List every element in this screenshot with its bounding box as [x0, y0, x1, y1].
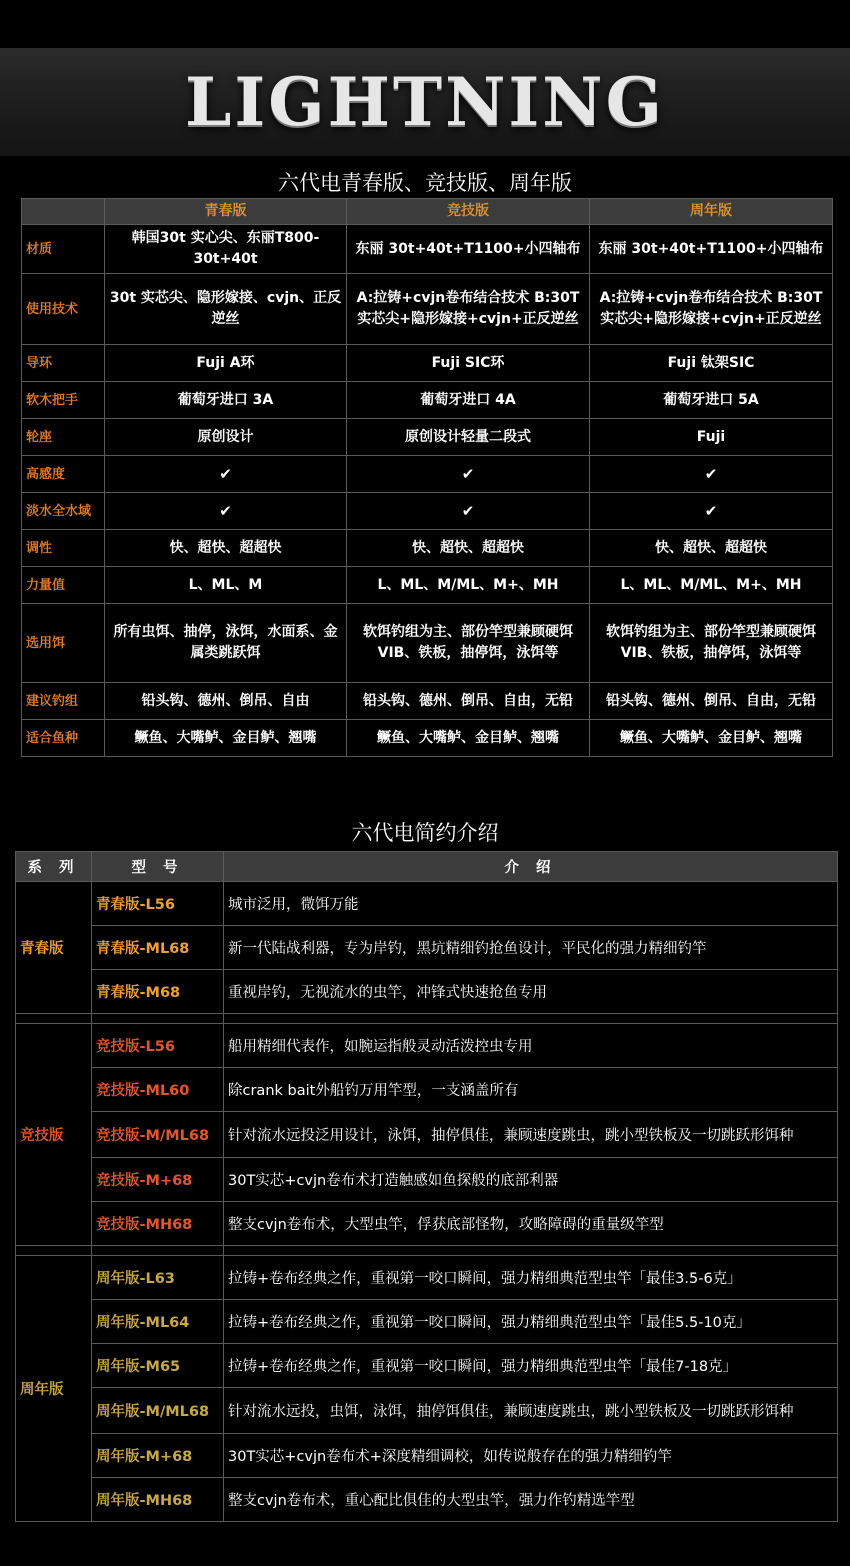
comparison-row [22, 683, 833, 720]
header-series: 系 列 [16, 852, 92, 882]
feature-label: 建议钓组 [22, 683, 105, 720]
model-name: 周年版-M/ML68 [92, 1388, 224, 1434]
intro-row [16, 1158, 838, 1202]
header-competition: 竞技版 [347, 199, 590, 225]
feature-label: 力量值 [22, 567, 105, 604]
feature-value: 软饵钓组为主、部份竿型兼顾硬饵VIB、铁板，抽停饵，泳饵等 [590, 604, 833, 683]
model-description: 30T实芯+cvjn卷布术打造触感如鱼探般的底部利器 [224, 1158, 838, 1202]
model-description: 针对流水远投，虫饵，泳饵，抽停饵俱佳，兼顾速度跳虫，跳小型铁板及一切跳跃形饵种 [224, 1388, 838, 1434]
comparison-row [22, 567, 833, 604]
check-icon: ✔ [590, 456, 833, 493]
feature-label: 淡水全水域 [22, 493, 105, 530]
check-icon: ✔ [590, 493, 833, 530]
comparison-title: 六代电青春版、竞技版、周年版 [278, 171, 572, 195]
intro-header-row [16, 852, 838, 882]
intro-row [16, 1202, 838, 1246]
check-icon: ✔ [105, 456, 347, 493]
model-description: 新一代陆战利器，专为岸钓，黑坑精细钓抢鱼设计，平民化的强力精细钓竿 [224, 926, 838, 970]
comparison-row [22, 345, 833, 382]
intro-row [16, 1478, 838, 1522]
intro-title: 六代电简约介绍 [351, 821, 499, 845]
model-name: 周年版-M+68 [92, 1434, 224, 1478]
feature-value: Fuji SIC环 [347, 345, 590, 382]
header-desc: 介 绍 [224, 852, 838, 882]
comparison-row [22, 493, 833, 530]
check-icon: ✔ [105, 493, 347, 530]
spacer-cell [224, 1014, 838, 1024]
comparison-table [21, 198, 833, 757]
feature-value: 铅头钩、德州、倒吊、自由 [105, 683, 347, 720]
feature-label: 调性 [22, 530, 105, 567]
feature-value: 所有虫饵、抽停，泳饵，水面系、金属类跳跃饵 [105, 604, 347, 683]
intro-row [16, 1024, 838, 1068]
series-label: 青春版 [16, 882, 92, 1014]
model-name: 周年版-L63 [92, 1256, 224, 1300]
feature-value: Fuji A环 [105, 345, 347, 382]
brand-logo-title: LIGHTNING [184, 63, 665, 141]
check-icon: ✔ [347, 493, 590, 530]
feature-value: 软饵钓组为主、部份竿型兼顾硬饵VIB、铁板，抽停饵，泳饵等 [347, 604, 590, 683]
model-name: 竞技版-M/ML68 [92, 1112, 224, 1158]
feature-value: 鳜鱼、大嘴鲈、金目鲈、翘嘴 [347, 720, 590, 757]
model-description: 30T实芯+cvjn卷布术+深度精细调校，如传说般存在的强力精细钓竿 [224, 1434, 838, 1478]
comparison-row [22, 225, 833, 274]
feature-label: 导环 [22, 345, 105, 382]
model-name: 竞技版-ML60 [92, 1068, 224, 1112]
intro-row [16, 1344, 838, 1388]
feature-value: Fuji 钛架SIC [590, 345, 833, 382]
feature-label: 选用饵 [22, 604, 105, 683]
intro-row [16, 970, 838, 1014]
feature-label: 轮座 [22, 419, 105, 456]
feature-value: 葡萄牙进口 4A [347, 382, 590, 419]
feature-value: 东丽 30t+40t+T1100+小四轴布 [347, 225, 590, 274]
header-anniversary: 周年版 [590, 199, 833, 225]
spacer-cell [92, 1246, 224, 1256]
feature-value: 鳜鱼、大嘴鲈、金目鲈、翘嘴 [590, 720, 833, 757]
feature-value: L、ML、M/ML、M+、MH [347, 567, 590, 604]
model-description: 拉铸+卷布经典之作，重视第一咬口瞬间，强力精细典范型虫竿「最佳7-18克」 [224, 1344, 838, 1388]
comparison-row [22, 530, 833, 567]
intro-row [16, 1434, 838, 1478]
group-spacer [16, 1014, 838, 1024]
feature-label: 高感度 [22, 456, 105, 493]
model-description: 重视岸钓，无视流水的虫竿，冲锋式快速抢鱼专用 [224, 970, 838, 1014]
intro-row [16, 926, 838, 970]
model-name: 周年版-M65 [92, 1344, 224, 1388]
spacer-cell [16, 1014, 92, 1024]
comparison-row [22, 604, 833, 683]
comparison-header-row [22, 199, 833, 225]
model-name: 青春版-ML68 [92, 926, 224, 970]
feature-label: 材质 [22, 225, 105, 274]
spacer-cell [16, 1246, 92, 1256]
model-name: 青春版-L56 [92, 882, 224, 926]
spacer-cell [92, 1014, 224, 1024]
group-spacer [16, 1246, 838, 1256]
header-feature [22, 199, 105, 225]
model-description: 城市泛用，微饵万能 [224, 882, 838, 926]
feature-value: 葡萄牙进口 3A [105, 382, 347, 419]
model-description: 拉铸+卷布经典之作，重视第一咬口瞬间，强力精细典范型虫竿「最佳5.5-10克」 [224, 1300, 838, 1344]
feature-value: 原创设计 [105, 419, 347, 456]
model-name: 竞技版-M+68 [92, 1158, 224, 1202]
intro-row [16, 1256, 838, 1300]
feature-value: 原创设计轻量二段式 [347, 419, 590, 456]
feature-value: 鳜鱼、大嘴鲈、金目鲈、翘嘴 [105, 720, 347, 757]
feature-value: L、ML、M [105, 567, 347, 604]
intro-row [16, 882, 838, 926]
feature-value: 快、超快、超超快 [590, 530, 833, 567]
check-icon: ✔ [347, 456, 590, 493]
series-label: 周年版 [16, 1256, 92, 1522]
model-name: 青春版-M68 [92, 970, 224, 1014]
model-name: 竞技版-MH68 [92, 1202, 224, 1246]
model-description: 除crank bait外船钓万用竿型，一支涵盖所有 [224, 1068, 838, 1112]
feature-value: L、ML、M/ML、M+、MH [590, 567, 833, 604]
feature-value: 东丽 30t+40t+T1100+小四轴布 [590, 225, 833, 274]
model-name: 周年版-ML64 [92, 1300, 224, 1344]
feature-value: 铅头钩、德州、倒吊、自由，无铅 [590, 683, 833, 720]
intro-table [15, 851, 838, 1522]
spacer-cell [224, 1246, 838, 1256]
comparison-row [22, 720, 833, 757]
feature-value: 葡萄牙进口 5A [590, 382, 833, 419]
model-name: 周年版-MH68 [92, 1478, 224, 1522]
header-model: 型 号 [92, 852, 224, 882]
model-name: 竞技版-L56 [92, 1024, 224, 1068]
feature-value: 30t 实芯尖、隐形嫁接、cvjn、正反逆丝 [105, 274, 347, 345]
feature-value: 快、超快、超超快 [105, 530, 347, 567]
feature-label: 软木把手 [22, 382, 105, 419]
intro-row [16, 1388, 838, 1434]
feature-label: 适合鱼种 [22, 720, 105, 757]
comparison-row [22, 456, 833, 493]
comparison-row [22, 274, 833, 345]
feature-value: 韩国30t 实心尖、东丽T800-30t+40t [105, 225, 347, 274]
model-description: 船用精细代表作，如腕运指般灵动活泼控虫专用 [224, 1024, 838, 1068]
intro-row [16, 1300, 838, 1344]
feature-value: A:拉铸+cvjn卷布结合技术 B:30T实芯尖+隐形嫁接+cvjn+正反逆丝 [347, 274, 590, 345]
feature-value: 铅头钩、德州、倒吊、自由，无铅 [347, 683, 590, 720]
intro-row [16, 1068, 838, 1112]
header-youth: 青春版 [105, 199, 347, 225]
model-description: 整支cvjn卷布术，重心配比俱佳的大型虫竿，强力作钓精选竿型 [224, 1478, 838, 1522]
feature-label: 使用技术 [22, 274, 105, 345]
intro-row [16, 1112, 838, 1158]
comparison-row [22, 419, 833, 456]
feature-value: 快、超快、超超快 [347, 530, 590, 567]
feature-value: Fuji [590, 419, 833, 456]
series-label: 竞技版 [16, 1024, 92, 1246]
feature-value: A:拉铸+cvjn卷布结合技术 B:30T实芯尖+隐形嫁接+cvjn+正反逆丝 [590, 274, 833, 345]
model-description: 整支cvjn卷布术，大型虫竿，俘获底部怪物，攻略障碍的重量级竿型 [224, 1202, 838, 1246]
comparison-row [22, 382, 833, 419]
model-description: 拉铸+卷布经典之作，重视第一咬口瞬间，强力精细典范型虫竿「最佳3.5-6克」 [224, 1256, 838, 1300]
model-description: 针对流水远投泛用设计，泳饵，抽停俱佳，兼顾速度跳虫，跳小型铁板及一切跳跃形饵种 [224, 1112, 838, 1158]
